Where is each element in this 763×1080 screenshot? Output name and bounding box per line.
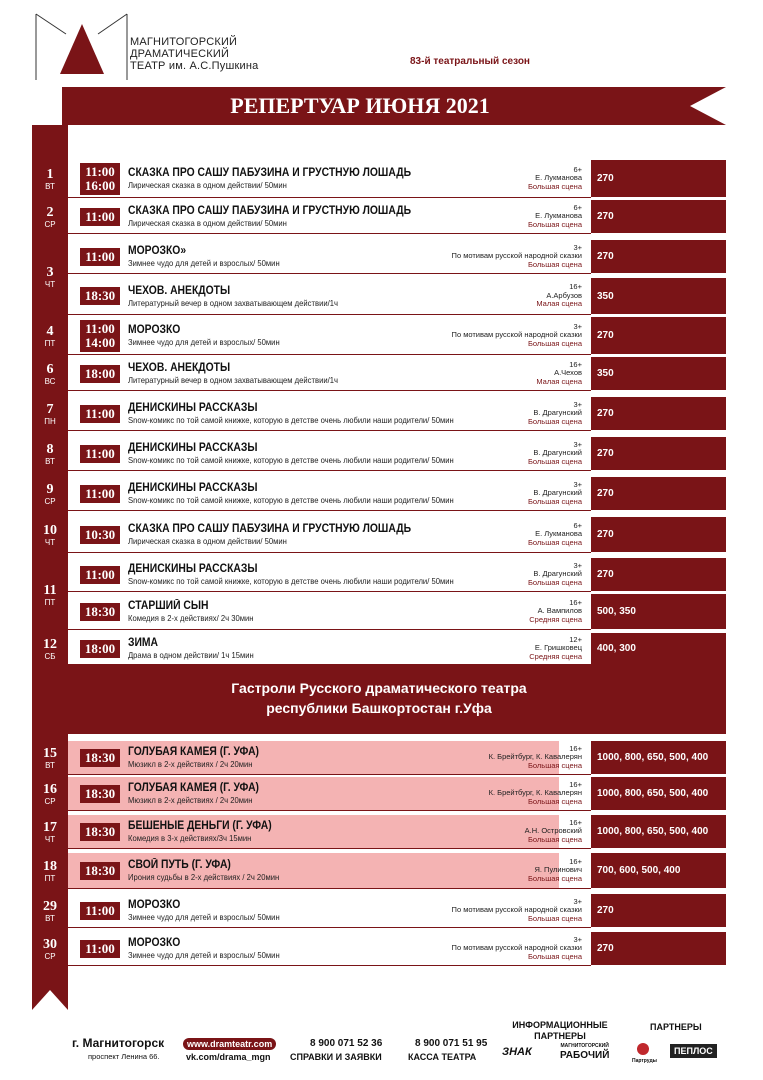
show-title[interactable]: ЧЕХОВ. АНЕКДОТЫ	[128, 284, 231, 297]
show-description: Комедия в 3-х действиях/3ч 15мин	[128, 833, 252, 843]
age-rating: 3+	[573, 934, 582, 944]
age-rating: 3+	[573, 242, 582, 252]
stage: Большая сцена	[528, 219, 582, 229]
weekday: ВС	[44, 376, 56, 386]
weekday: СР	[44, 951, 56, 961]
price-box: 400, 300	[591, 633, 726, 664]
row-divider	[68, 470, 591, 471]
row-divider	[68, 197, 591, 198]
theatre-name: МАГНИТОГОРСКИЙ ДРАМАТИЧЕСКИЙ ТЕАТР им. А.С.Пушкина	[130, 36, 259, 72]
show-title[interactable]: ГОЛУБАЯ КАМЕЯ (Г. УФА)	[128, 746, 260, 758]
day-number: 18	[43, 858, 57, 874]
day-number: 16	[43, 781, 57, 797]
weekday: ВТ	[45, 913, 55, 923]
author: А.Чехов	[554, 368, 582, 377]
show-meta	[392, 166, 582, 192]
stage: Большая сцена	[528, 760, 582, 770]
day-label	[32, 899, 68, 923]
day-label	[32, 402, 68, 426]
time-value: 18:30	[84, 749, 116, 765]
show-time	[80, 365, 120, 383]
author: В. Драгунский	[533, 448, 582, 457]
footer-address: проспект Ленина 66.	[88, 1052, 160, 1061]
time-value: 11:00	[85, 485, 115, 501]
show-title[interactable]: МОРОЗКО	[128, 937, 181, 949]
day-number: 12	[43, 636, 57, 652]
show-time	[80, 603, 120, 621]
day-label	[32, 637, 68, 661]
show-meta	[392, 323, 582, 349]
time-value: 11:00	[85, 208, 115, 224]
show-description: Зимнее чудо для детей и взрослых/ 50мин	[128, 258, 280, 268]
show-time	[80, 823, 120, 841]
time-value: 16:00	[84, 177, 116, 193]
price-box: 270	[591, 317, 726, 354]
day-number: 8	[46, 441, 54, 457]
age-rating: 3+	[573, 896, 582, 906]
show-description: Литературный вечер в одном захватывающем действии/1ч	[128, 297, 338, 308]
author: Е. Лукманова	[535, 529, 582, 538]
day-number: 3	[46, 264, 54, 280]
show-title[interactable]: ЧЕХОВ. АНЕКДОТЫ	[128, 362, 231, 374]
author: Е. Лукманова	[535, 173, 582, 182]
weekday: ЧТ	[44, 279, 56, 289]
show-title[interactable]: СКАЗКА ПРО САШУ ПАБУЗИНА И ГРУСТНУЮ ЛОШАДЬ	[128, 205, 412, 217]
weekday: ВТ	[45, 456, 55, 466]
show-title[interactable]: ЗИМА	[128, 637, 159, 649]
stage: Большая сцена	[528, 577, 582, 587]
show-title[interactable]: ДЕНИСКИНЫ РАССКАЗЫ	[128, 442, 258, 454]
day-number: 2	[46, 204, 54, 220]
show-meta	[392, 283, 582, 309]
show-meta	[392, 401, 582, 427]
stage: Большая сцена	[528, 416, 582, 426]
stage: Большая сцена	[528, 951, 582, 961]
age-rating: 16+	[569, 856, 582, 866]
day-label	[32, 167, 68, 191]
age-rating: 16+	[569, 779, 582, 789]
time-value: 18:30	[84, 603, 116, 619]
show-time	[80, 640, 120, 658]
author: По мотивам русской народной сказки	[451, 251, 582, 260]
show-meta	[392, 244, 582, 270]
show-description: Лирическая сказка в одном действии/ 50мин	[128, 218, 287, 228]
show-description: Драма в одном действии/ 1ч 15мин	[128, 650, 254, 660]
weekday: ПТ	[44, 338, 56, 348]
price-box: 350	[591, 278, 726, 314]
day-label	[32, 820, 68, 844]
age-rating: 3+	[573, 479, 582, 489]
author: В. Драгунский	[533, 569, 582, 578]
price-box: 1000, 800, 650, 500, 400	[591, 777, 726, 810]
row-divider	[68, 233, 591, 234]
time-value: 18:30	[84, 785, 116, 801]
day-label	[32, 937, 68, 961]
show-time	[80, 785, 120, 803]
show-meta	[392, 481, 582, 507]
day-number: 11	[43, 582, 57, 598]
show-description: Мюзикл в 2-х действиях / 2ч 20мин	[128, 759, 253, 769]
day-number: 4	[46, 323, 54, 339]
price-box: 270	[591, 517, 726, 552]
price-box: 350	[591, 357, 726, 390]
show-meta	[392, 636, 582, 662]
show-time	[80, 749, 120, 767]
price-box: 500, 350	[591, 594, 726, 629]
show-title[interactable]: МОРОЗКО»	[128, 245, 187, 257]
show-time	[80, 862, 120, 880]
show-meta	[392, 936, 582, 962]
show-description: Зимнее чудо для детей и взрослых/ 50мин	[128, 950, 280, 960]
stage: Большая сцена	[528, 537, 582, 547]
author: К. Брейтбург, К. Кавалерян	[488, 752, 582, 761]
show-title[interactable]: СВОЙ ПУТЬ (Г. УФА)	[128, 859, 231, 871]
show-title[interactable]: СКАЗКА ПРО САШУ ПАБУЗИНА И ГРУСТНУЮ ЛОШАДЬ	[128, 523, 412, 535]
weekday: ПТ	[44, 597, 56, 607]
author: Е. Лукманова	[535, 211, 582, 220]
price-box: 270	[591, 160, 726, 197]
row-divider	[68, 664, 591, 665]
day-number: 10	[43, 522, 57, 538]
season-label: 83-й театральный сезон	[410, 56, 530, 67]
footer-phone-box-office: 8 900 071 51 95	[415, 1038, 488, 1049]
day-label	[32, 324, 68, 348]
day-label	[32, 859, 68, 883]
footer-site-link[interactable]: www.dramteatr.com	[183, 1038, 276, 1050]
stage: Малая сцена	[536, 299, 582, 308]
time-value: 18:00	[84, 365, 116, 381]
row-divider	[68, 354, 591, 355]
stage: Большая сцена	[528, 259, 582, 269]
row-divider	[68, 629, 591, 630]
show-time	[80, 526, 120, 544]
weekday: СР	[44, 496, 56, 506]
day-number: 9	[46, 481, 54, 497]
day-number: 1	[46, 166, 54, 182]
footer-vk-link[interactable]: vk.com/drama_mgn	[186, 1052, 271, 1062]
show-meta	[392, 898, 582, 924]
page-title: РЕПЕРТУАР ИЮНЯ 2021	[230, 93, 490, 118]
show-title[interactable]: ГОЛУБАЯ КАМЕЯ (Г. УФА)	[128, 782, 260, 794]
show-time	[80, 287, 120, 305]
time-value: 11:00	[85, 445, 115, 461]
age-rating: 16+	[569, 597, 582, 607]
weekday: ЧТ	[44, 834, 56, 844]
age-rating: 6+	[573, 520, 582, 530]
show-time	[80, 445, 120, 463]
stage: Средняя сцена	[529, 614, 582, 624]
show-meta	[392, 858, 582, 884]
footer-info-partners: ИНФОРМАЦИОННЫЕ ПАРТНЕРЫ	[512, 1020, 608, 1041]
time-value: 14:00	[84, 334, 116, 350]
author: В. Драгунский	[533, 408, 582, 417]
price-box: 1000, 800, 650, 500, 400	[591, 815, 726, 848]
time-value: 18:30	[84, 862, 116, 878]
time-value: 11:00	[85, 163, 115, 179]
day-label	[32, 265, 68, 289]
show-description: Snow-комикс по той самой книжке, которую в детстве очень любили наши родители/ 50мин	[128, 455, 454, 465]
show-description: Snow-комикс по той самой книжке, которую в детстве очень любили наши родители/ 50мин	[128, 415, 454, 425]
day-number: 6	[46, 361, 54, 377]
time-value: 18:00	[84, 640, 116, 656]
row-divider	[68, 510, 591, 511]
footer-phone-info: 8 900 071 52 36	[310, 1038, 383, 1049]
price-box: 270	[591, 240, 726, 273]
show-description: Лирическая сказка в одном действии/ 50мин	[128, 536, 287, 546]
show-meta	[392, 361, 582, 387]
age-rating: 3+	[573, 560, 582, 570]
time-value: 11:00	[85, 940, 115, 956]
weekday: СР	[44, 219, 56, 229]
footer-city: г. Магнитогорск	[72, 1036, 165, 1050]
row-divider	[68, 552, 591, 553]
price-box: 700, 600, 500, 400	[591, 853, 726, 888]
show-title[interactable]: ДЕНИСКИНЫ РАССКАЗЫ	[128, 482, 258, 494]
author: А.Арбузов	[546, 290, 582, 300]
author: А. Вампилов	[537, 606, 582, 615]
stage: Малая сцена	[536, 376, 582, 386]
show-description: Snow-комикс по той самой книжке, которую в детстве очень любили наши родители/ 50мин	[128, 495, 454, 505]
show-meta	[392, 599, 582, 625]
price-box: 270	[591, 477, 726, 510]
footer-phone-info-label: СПРАВКИ И ЗАЯВКИ	[290, 1052, 382, 1062]
show-time	[80, 163, 120, 195]
show-meta	[392, 781, 582, 807]
day-label	[32, 205, 68, 229]
time-value: 18:30	[84, 288, 116, 303]
day-number: 7	[46, 401, 54, 417]
age-rating: 16+	[569, 359, 582, 369]
age-rating: 3+	[573, 439, 582, 449]
day-label	[32, 362, 68, 386]
show-time	[80, 320, 120, 352]
stage: Большая сцена	[528, 796, 582, 806]
show-description: Зимнее чудо для детей и взрослых/ 50мин	[128, 337, 280, 347]
show-description: Комедия в 2-х действиях/ 2ч 30мин	[128, 613, 254, 623]
time-value: 11:00	[85, 902, 115, 918]
show-time	[80, 208, 120, 226]
price-box: 1000, 800, 650, 500, 400	[591, 741, 726, 774]
price-box: 270	[591, 200, 726, 233]
logo-partner: Партруды	[632, 1042, 654, 1064]
time-value: 10:30	[84, 526, 116, 542]
show-time	[80, 485, 120, 503]
weekday: ВТ	[45, 760, 55, 770]
weekday: ВТ	[45, 181, 55, 191]
partner-circle-icon	[636, 1042, 650, 1056]
stage: Большая сцена	[528, 913, 582, 923]
show-meta	[392, 522, 582, 548]
author: А.Н. Островский	[524, 826, 582, 835]
row-divider	[68, 273, 591, 274]
show-time	[80, 902, 120, 920]
day-label	[32, 746, 68, 770]
row-divider	[68, 848, 591, 849]
age-rating: 6+	[573, 202, 582, 212]
author: В. Драгунский	[533, 488, 582, 497]
show-description: Snow-комикс по той самой книжке, которую в детстве очень любили наши родители/ 50мин	[128, 576, 454, 586]
author: По мотивам русской народной сказки	[451, 943, 582, 952]
tour-title: Гастроли Русского драматического театра республики Башкортостан г.Уфа	[231, 680, 527, 716]
show-title[interactable]: МОРОЗКО	[128, 899, 181, 911]
show-time	[80, 566, 120, 584]
stage: Большая сцена	[528, 873, 582, 883]
row-divider	[68, 965, 591, 966]
show-title[interactable]: БЕШЕНЫЕ ДЕНЬГИ (Г. УФА)	[128, 820, 272, 832]
age-rating: 3+	[573, 399, 582, 409]
author: Е. Гришковец	[534, 643, 582, 652]
show-description: Лирическая сказка в одном действии/ 50мин	[128, 180, 287, 190]
stage: Большая сцена	[528, 181, 582, 191]
author: По мотивам русской народной сказки	[451, 905, 582, 914]
show-title[interactable]: МОРОЗКО	[128, 324, 181, 336]
day-number: 15	[43, 745, 57, 761]
show-time	[80, 248, 120, 266]
day-number: 29	[43, 898, 57, 914]
show-description: Мюзикл в 2-х действиях / 2ч 20мин	[128, 795, 253, 805]
row-divider	[68, 774, 591, 775]
weekday: СБ	[44, 651, 56, 661]
show-meta	[392, 204, 582, 230]
day-label	[32, 583, 68, 607]
show-title[interactable]: ДЕНИСКИНЫ РАССКАЗЫ	[128, 563, 258, 575]
weekday: СР	[44, 796, 56, 806]
logo-znak: ЗНАК	[502, 1046, 532, 1058]
price-box: 270	[591, 397, 726, 430]
price-box: 270	[591, 437, 726, 470]
day-number: 17	[43, 819, 57, 835]
row-divider	[68, 390, 591, 391]
show-meta	[392, 819, 582, 845]
stage: Средняя сцена	[529, 651, 582, 661]
age-rating: 16+	[569, 817, 582, 827]
weekday: ЧТ	[44, 537, 56, 547]
time-value: 11:00	[85, 320, 115, 336]
theatre-logo	[34, 12, 129, 82]
day-label	[32, 782, 68, 806]
show-description: Ирония судьбы в 2-х действиях / 2ч 20мин	[128, 872, 280, 882]
time-value: 11:00	[85, 405, 115, 421]
day-label	[32, 482, 68, 506]
day-label	[32, 442, 68, 466]
show-meta	[392, 441, 582, 467]
stage: Большая сцена	[528, 338, 582, 348]
time-value: 11:00	[85, 566, 115, 582]
stage: Большая сцена	[528, 456, 582, 466]
age-rating: 3+	[573, 321, 582, 331]
row-divider	[68, 591, 591, 592]
stage: Большая сцена	[528, 834, 582, 844]
show-time	[80, 405, 120, 423]
day-label	[32, 523, 68, 547]
weekday: ПТ	[44, 873, 56, 883]
show-time	[80, 940, 120, 958]
price-box: 270	[591, 894, 726, 927]
show-title[interactable]: СТАРШИЙ СЫН	[128, 600, 209, 612]
age-rating: 12+	[569, 634, 582, 644]
show-title[interactable]: СКАЗКА ПРО САШУ ПАБУЗИНА И ГРУСТНУЮ ЛОШАДЬ	[128, 167, 412, 179]
footer-partners: ПАРТНЕРЫ	[650, 1022, 702, 1032]
author: Я. Пулинович	[534, 865, 582, 874]
price-box: 270	[591, 558, 726, 591]
row-divider	[68, 430, 591, 431]
row-divider	[68, 888, 591, 889]
logo-peplos: ПЕПЛОС	[670, 1044, 717, 1058]
price-box: 270	[591, 932, 726, 965]
show-description: Зимнее чудо для детей и взрослых/ 50мин	[128, 912, 280, 922]
logo-magnitogorsk-rabochiy: МАГНИТОГОРСКИЙ РАБОЧИЙ	[560, 1043, 610, 1061]
time-value: 11:00	[85, 248, 115, 264]
show-title[interactable]: ДЕНИСКИНЫ РАССКАЗЫ	[128, 402, 258, 414]
age-rating: 16+	[569, 743, 582, 753]
row-divider	[68, 927, 591, 928]
stage: Большая сцена	[528, 496, 582, 506]
author: К. Брейтбург, К. Кавалерян	[488, 788, 582, 797]
footer-box-office-label: КАССА ТЕАТРА	[408, 1052, 477, 1062]
author: По мотивам русской народной сказки	[451, 330, 582, 339]
weekday: ПН	[44, 416, 56, 426]
show-description: Литературный вечер в одном захватывающем действии/1ч	[128, 375, 338, 385]
age-rating: 6+	[573, 164, 582, 174]
time-value: 18:30	[84, 823, 116, 839]
row-divider	[68, 314, 591, 315]
show-meta	[392, 562, 582, 588]
day-number: 30	[43, 936, 57, 952]
show-meta	[392, 745, 582, 771]
age-rating: 16+	[569, 282, 582, 291]
row-divider	[68, 810, 591, 811]
